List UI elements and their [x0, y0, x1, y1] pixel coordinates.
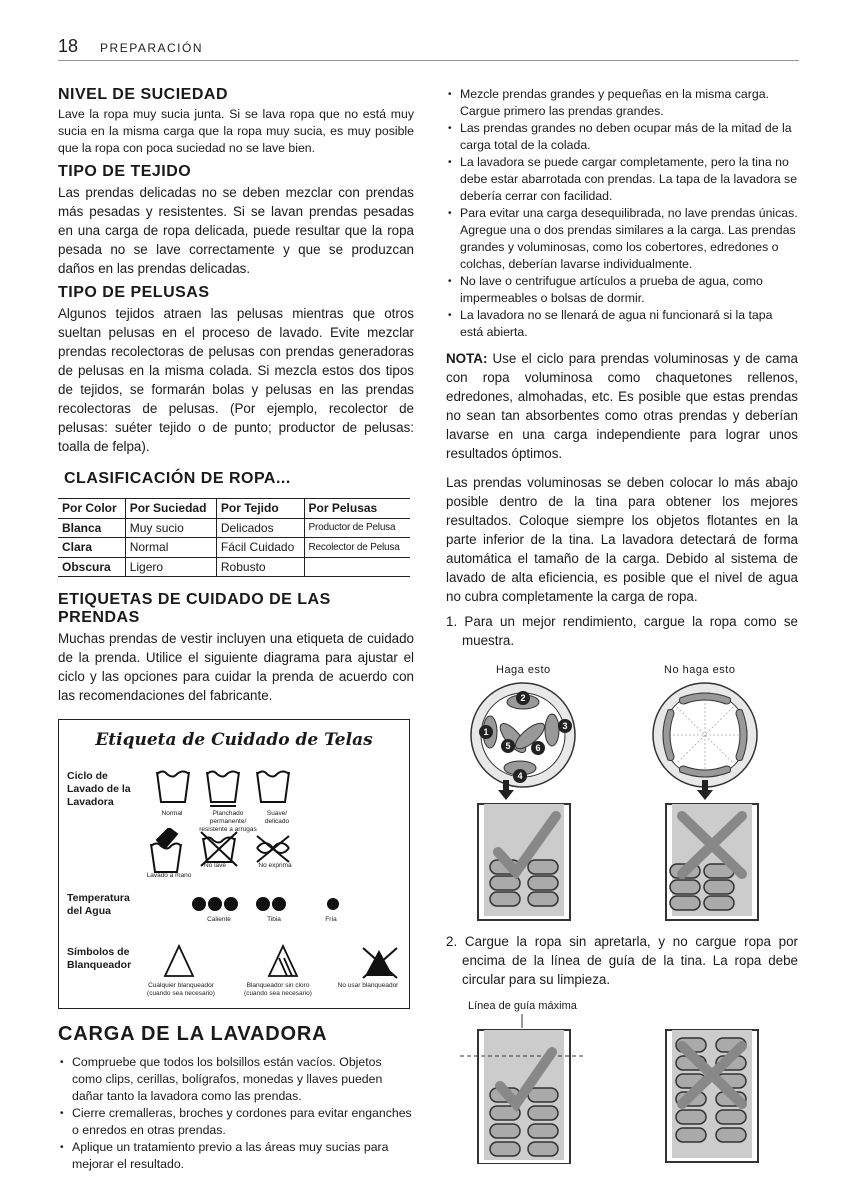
non-chlorine-bleach-icon [269, 946, 297, 976]
nota-text: Use el ciclo para prendas voluminosas y de cama con ropa voluminosa como chaquetones rellenos, edredones, almohadas, etc. Es posible que estas prendas no sean tan absorbentes como otras prendas y deberían lavarse en una carga independiente para lograr unos resultados óptimos. [446, 351, 798, 461]
do-not-wring-icon [257, 836, 289, 862]
arrow-down-icon [498, 780, 514, 800]
table-cell: Fácil Cuidado [216, 538, 304, 558]
ciclo-label: Ciclo de Lavado de la Lavadora [67, 770, 131, 808]
loading-bullet: • La lavadora se puede cargar completamente, pero la tina no debe estar abarrotada con prendas. La tapa de la lavadora se debería cerrar con facilidad. [446, 154, 798, 205]
step-2: 2. Cargue la ropa sin apretarla, y no cargue ropa por encima de la línea de guía de la tina. La ropa debe circular para su limpieza. [446, 934, 798, 987]
no-usar-label: No usar blanqueador [337, 982, 399, 989]
table-cell: Por Suciedad [125, 499, 216, 519]
any-bleach-icon [165, 946, 193, 976]
temperature-dots [191, 896, 351, 914]
table-cell: Por Color [58, 499, 125, 519]
table-cell: Muy sucio [125, 518, 216, 538]
table-cell: Robusto [216, 557, 304, 577]
loading-bullet: • Para evitar una carga desequilibrada, no lave prendas únicas. Agregue una o dos prendas similares a la carga. Las prendas grandes y voluminosas, como los cobertores, edredones o colchas, deberían lavarse individualmente. [446, 205, 798, 273]
hot-water-icon [192, 897, 238, 911]
permanent-press-icon [207, 772, 239, 807]
loading-bullets [446, 86, 798, 341]
linea-guia-label: Línea de guía máxima [468, 1000, 577, 1012]
table-row [58, 518, 410, 538]
normal-wash-icon [157, 772, 189, 803]
guide-line-incorrect-diagram [664, 1028, 760, 1164]
table-cell: Obscura [58, 557, 125, 577]
caliente-label: Caliente [207, 916, 231, 923]
incorrect-tub-diagram [664, 802, 760, 922]
carga-title: CARGA DE LA LAVADORA [58, 1023, 328, 1045]
hand-wash-icon [151, 828, 181, 872]
etiquetas-text: Muchas prendas de vestir incluyen una etiqueta de cuidado de la prenda. Utilice el siguiente diagrama para ajustar el ciclo y las opciones para cuidar la prenda de acuerdo con las recomendaciones del fabricante. [58, 631, 414, 703]
page-number: 18 [58, 36, 79, 56]
etiquetas-title: ETIQUETAS DE CUIDADO DE LAS PRENDAS [58, 591, 331, 626]
nivel-title: NIVEL DE SUCIEDAD [58, 86, 229, 103]
care-label-chart [58, 719, 410, 1009]
incorrect-loading-diagram [650, 680, 760, 790]
carga-bullet: • Cierre cremalleras, broches y cordones para evitar enganches o enredos en otras prendas. [58, 1105, 414, 1139]
table-cell: Por Tejido [216, 499, 304, 519]
carga-bullets [58, 1054, 414, 1173]
carga-bullet: • Compruebe que todos los bolsillos están vacíos. Objetos como clips, cerillas, bolígrafos, monedas y llaves pueden dañar tanto la lavadora como las prendas. [58, 1054, 414, 1105]
table-cell: Recolector de Pelusa [304, 538, 410, 558]
tejido-title: TIPO DE TEJIDO [58, 163, 192, 180]
correct-loading-diagram [468, 680, 578, 790]
loading-number-1: 1 [483, 727, 489, 737]
loading-number-5: 5 [505, 741, 511, 751]
step-1: 1. Para un mejor rendimiento, cargue la ropa como se muestra. [446, 614, 798, 648]
no-exprima-label: No exprima [258, 862, 292, 869]
arrow-down-icon [697, 780, 713, 800]
loading-number-6: 6 [535, 743, 541, 753]
wash-tub-icons [155, 766, 295, 808]
normal-label: Normal [161, 810, 183, 817]
carga-bullet: • Aplique un tratamiento previo a las áreas muy sucias para mejorar el resultado. [58, 1139, 414, 1173]
pelusas-text: Algunos tejidos atraen las pelusas mientras que otros sueltan pelusas en el proceso de lavado. Evite mezclar prendas recolectoras de pelusas con prendas generadoras de pelusas en la misma colada. Si mezcla estos dos tipos de tejidos, se formarán bolas y pelusas en las prendas recolectoras de pelusas. (Por ejemplo, recolector de pelusas: suéter tejido o de punto; productor de pelusas: toalla de felpa). [58, 306, 414, 454]
do-not-wash-icon [201, 832, 237, 866]
table-cell: Clara [58, 538, 125, 558]
warm-water-icon [256, 897, 286, 911]
loading-number-4: 4 [517, 771, 523, 781]
loading-number-2: 2 [520, 693, 526, 703]
nota-label: NOTA: [446, 351, 488, 366]
no-haga-esto-label: No haga esto [664, 664, 736, 676]
page-header [58, 36, 203, 57]
cualquier-label: Cualquier blanqueador (cuando sea necesario) [147, 982, 215, 997]
nivel-text: Lave la ropa muy sucia junta. Si se lava ropa que no está muy sucia en la misma carga que la ropa muy sucia, es muy posible que la ropa con poca suciedad no se lave bien. [58, 107, 414, 155]
table-cell: Por Pelusas [304, 499, 410, 519]
loading-bullet: • No lave o centrifugue artículos a prueba de agua, como impermeables o bolsas de dormir. [446, 273, 798, 307]
temperatura-label: Temperatura del Agua [67, 892, 130, 917]
sin-cloro-label: Blanqueador sin cloro (cuando sea necesario) [244, 982, 312, 997]
right-column [446, 86, 798, 650]
tibia-label: Tibia [267, 916, 281, 923]
guide-line-correct-diagram [460, 1014, 584, 1164]
care-chart-title: Etiqueta de Cuidado de Telas [95, 730, 373, 750]
loading-bullet: • Mezcle prendas grandes y pequeñas en la misma carga. Cargue primero las prendas grandes. [446, 86, 798, 120]
left-column [58, 86, 414, 1173]
planchado-label: Planchado permanente/ resistente a arrugas [199, 810, 257, 833]
haga-esto-label: Haga esto [496, 664, 551, 676]
nota-paragraph [446, 349, 798, 463]
table-cell [304, 557, 410, 577]
lavado-mano-label: Lavado a mano [146, 872, 192, 879]
suave-label: Suave/ delicado [264, 810, 290, 825]
table-row [58, 557, 410, 577]
blanqueador-label: Símbolos de Blanqueador [67, 946, 132, 971]
loading-bullet: • La lavadora no se llenará de agua ni funcionará si la tapa está abierta. [446, 307, 798, 341]
pelusas-title: TIPO DE PELUSAS [58, 284, 210, 301]
table-cell: Delicados [216, 518, 304, 538]
no-lave-label: No lave [203, 862, 227, 869]
section-title: PREPARACIÓN [100, 41, 203, 55]
table-cell: Productor de Pelusa [304, 518, 410, 538]
loading-bullet: • Las prendas grandes no deben ocupar más de la mitad de la carga total de la colada. [446, 120, 798, 154]
loading-number-3: 3 [562, 721, 568, 731]
header-divider [58, 60, 799, 61]
table-cell: Normal [125, 538, 216, 558]
table-row [58, 538, 410, 558]
clasificacion-title: CLASIFICACIÓN DE ROPA... [64, 470, 291, 487]
tejido-text: Las prendas delicadas no se deben mezclar con prendas más pesadas y resistentes. Si se lavan prendas pesadas en una carga de ropa delicada, puede resultar que la ropa pesada no se lave correctamente y que se produzcan daños en las prendas delicadas. [58, 185, 414, 276]
cold-water-icon [327, 898, 339, 910]
correct-tub-diagram [476, 802, 572, 922]
bleach-icons [163, 944, 403, 980]
clasificacion-table [58, 498, 410, 577]
table-row [58, 499, 410, 519]
fria-label: Fría [325, 916, 337, 923]
table-cell: Ligero [125, 557, 216, 577]
delicate-wash-icon [257, 772, 289, 803]
table-cell: Blanca [58, 518, 125, 538]
no-bleach-icon [363, 948, 397, 978]
voluminosas-text: Las prendas voluminosas se deben colocar lo más abajo posible dentro de la tina para obtener los mejores resultados. Coloque siempre los objetos flotantes en la parte inferior de la tina. La lavadora detectará de forma automática el tamaño de la carga. Debido al sistema de lavado de alta eficiencia, es posible que el nivel de agua no cubra completamente la carga de ropa. [446, 475, 798, 604]
